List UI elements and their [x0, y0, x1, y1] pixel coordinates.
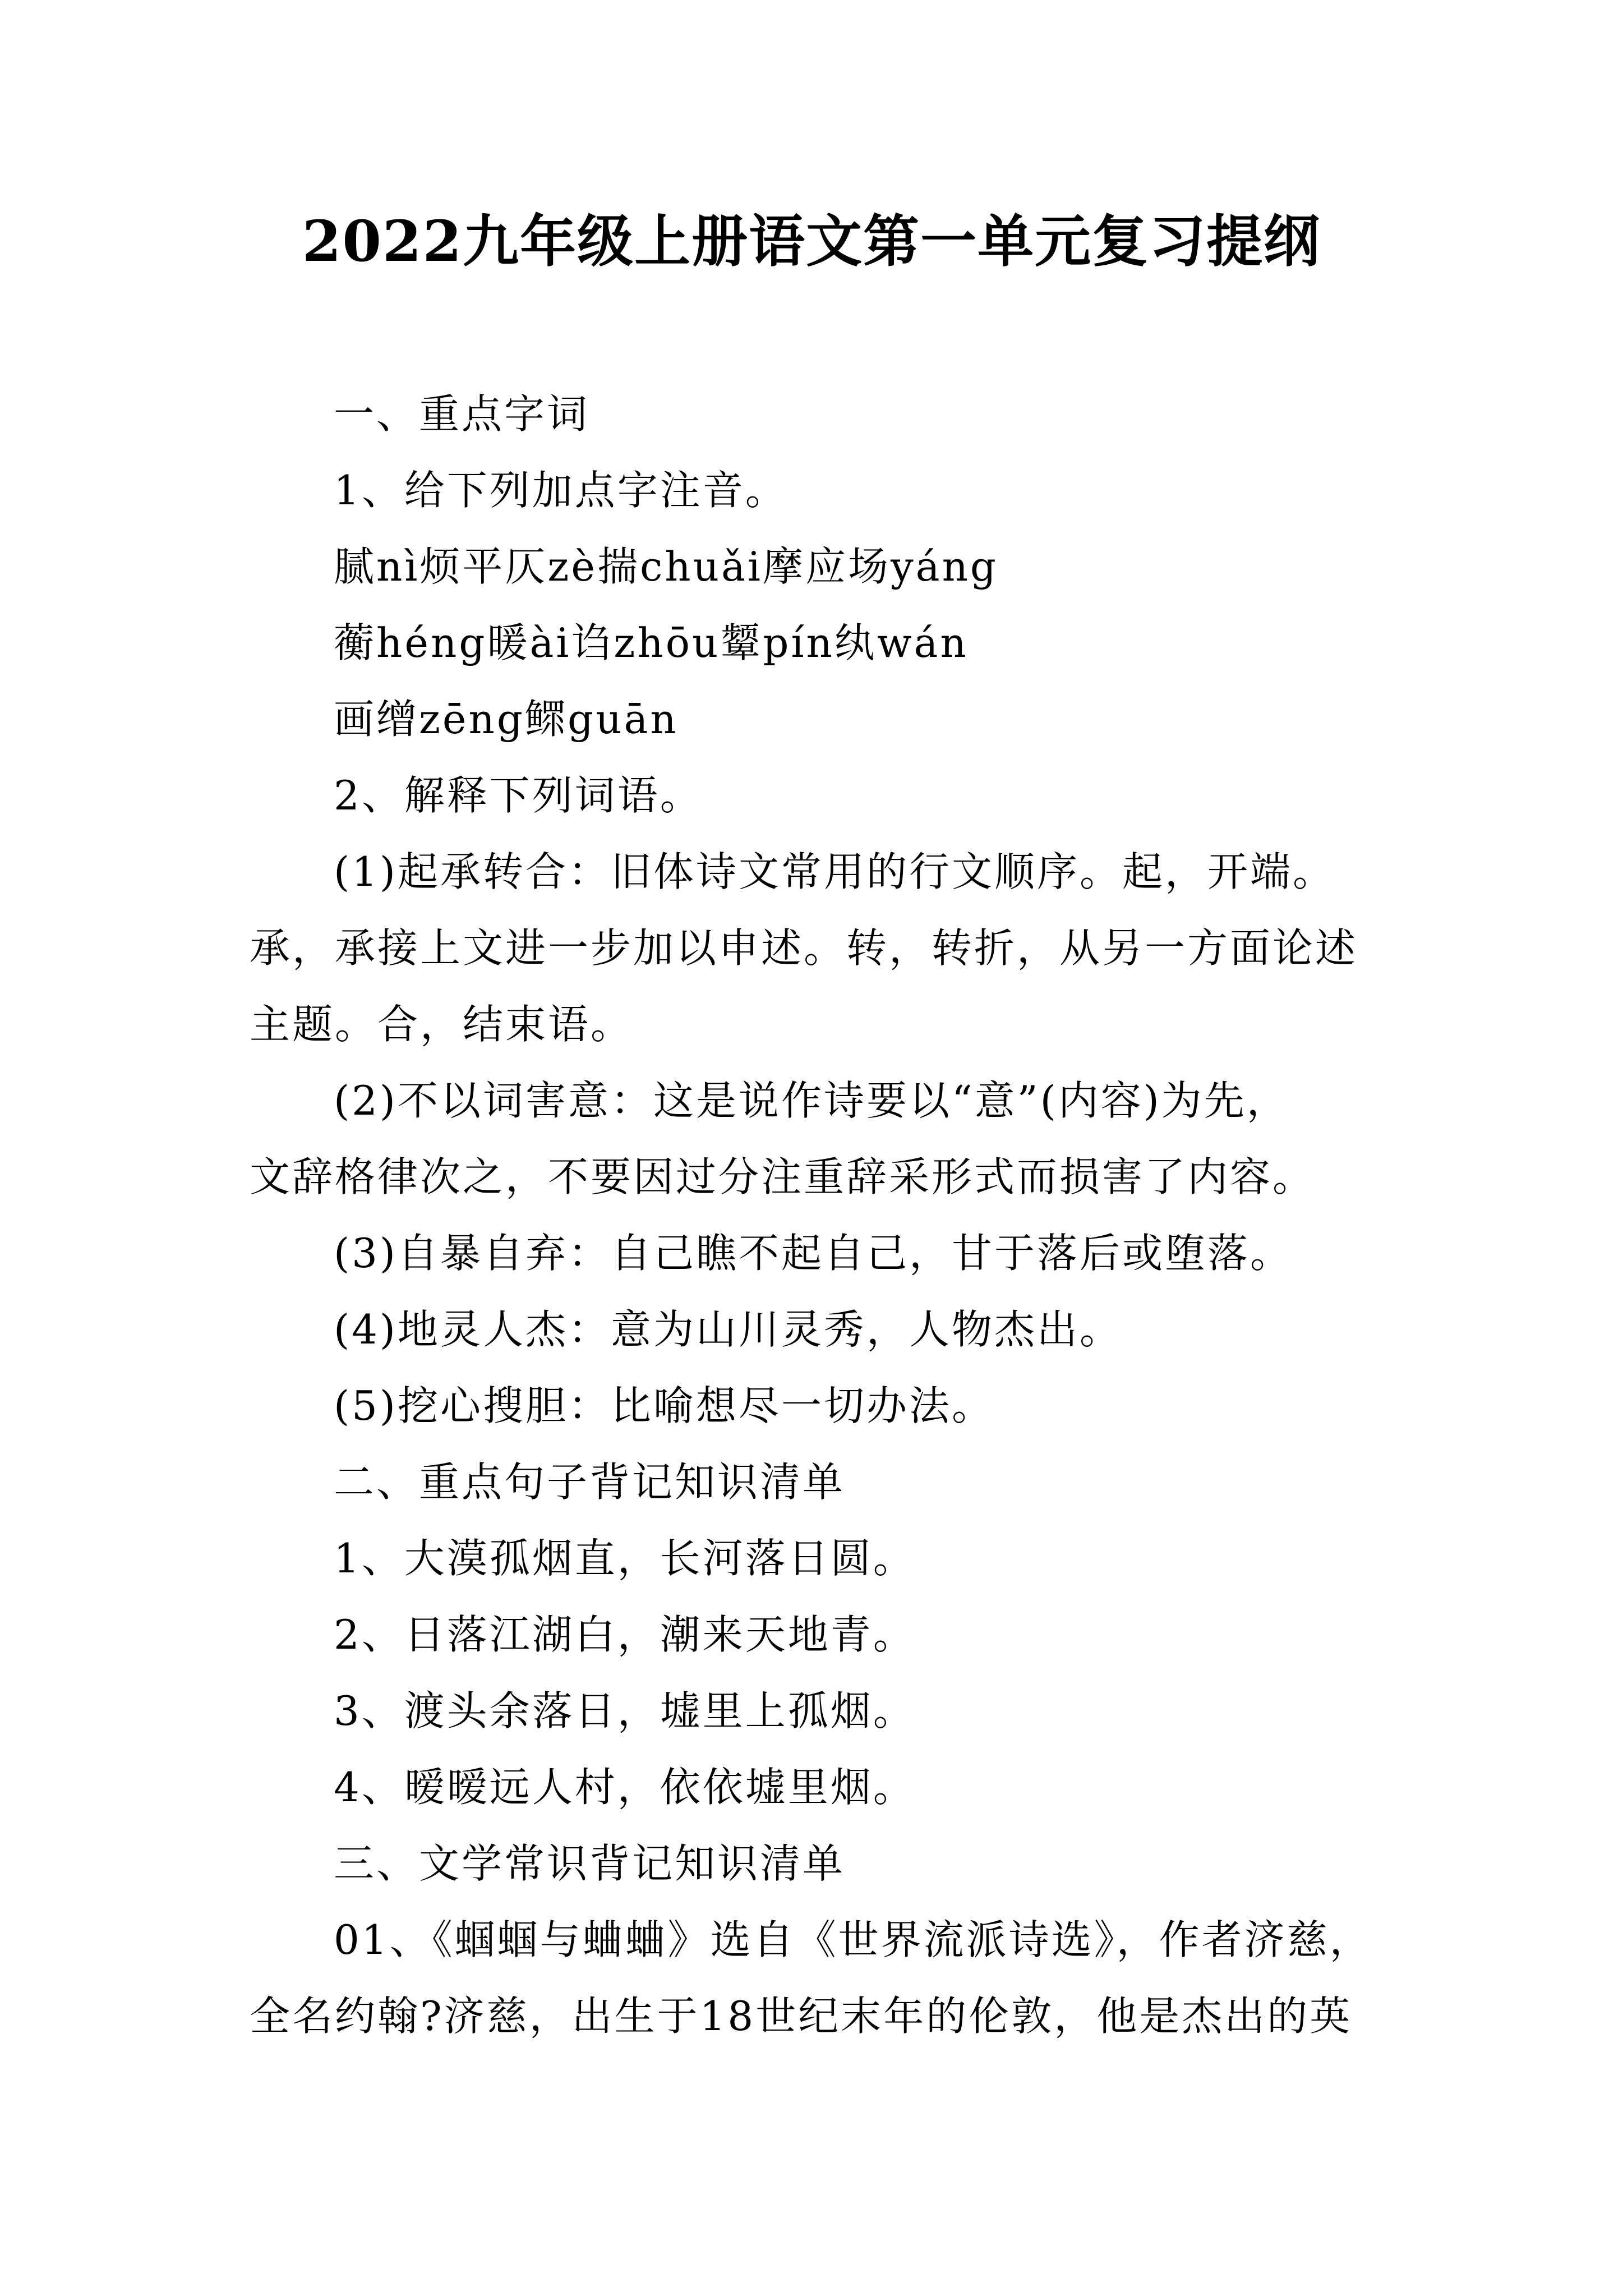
sentence-1: 1、大漠孤烟直，长河落日圆。 [334, 1535, 916, 1582]
definition-1-line-1: (1)起承转合：旧体诗文常用的行文顺序。起，开端。 [334, 848, 1335, 895]
pinyin-line-1: 腻nì烦平仄zè揣chuǎi摩应场yáng [334, 543, 999, 590]
sentence-3: 3、渡头余落日，墟里上孤烟。 [334, 1687, 916, 1734]
literature-item-1-line-1: 01、《蝈蝈与蛐蛐》选自《世界流派诗选》，作者济慈， [334, 1916, 1372, 1963]
definition-3: (3)自暴自弃：自己瞧不起自己，甘于落后或堕落。 [334, 1230, 1293, 1277]
document-body [250, 376, 1388, 2054]
sentence-4: 4、暧暧远人村，依依墟里烟。 [334, 1764, 916, 1811]
definition-2-line-2: 文辞格律次之，不要因过分注重辞采形式而损害了内容。 [250, 1153, 1316, 1200]
definition-1-line-3: 主题。合，结束语。 [250, 1001, 634, 1048]
definition-5: (5)挖心搜胆：比喻想尽一切办法。 [334, 1382, 994, 1429]
section-heading-key-sentences: 二、重点句子背记知识清单 [334, 1458, 846, 1506]
section-heading-literature: 三、文学常识背记知识清单 [334, 1840, 846, 1887]
definition-4: (4)地灵人杰：意为山川灵秀，人物杰出。 [334, 1306, 1122, 1353]
definition-2-line-1: (2)不以词害意：这是说作诗要以“意”(内容)为先， [334, 1077, 1289, 1124]
definition-1-line-2: 承，承接上文进一步加以申述。转，转折，从另一方面论述 [250, 924, 1358, 972]
document-title: 2022九年级上册语文第一单元复习提纲 [302, 208, 1321, 274]
question-explain-words: 2、解释下列词语。 [334, 772, 703, 819]
literature-item-1-line-2: 全名约翰?济慈，出生于18世纪末年的伦敦，他是杰出的英 [250, 1993, 1353, 2040]
question-pinyin: 1、给下列加点字注音。 [334, 467, 788, 514]
section-heading-key-words: 一、重点字词 [334, 390, 590, 438]
pinyin-line-2: 蘅héng暖ài诌zhōu颦pín纨wán [334, 619, 969, 666]
sentence-2: 2、日落江湖白，潮来天地青。 [334, 1611, 916, 1658]
pinyin-line-3: 画缯zēng鳏guān [334, 696, 679, 743]
